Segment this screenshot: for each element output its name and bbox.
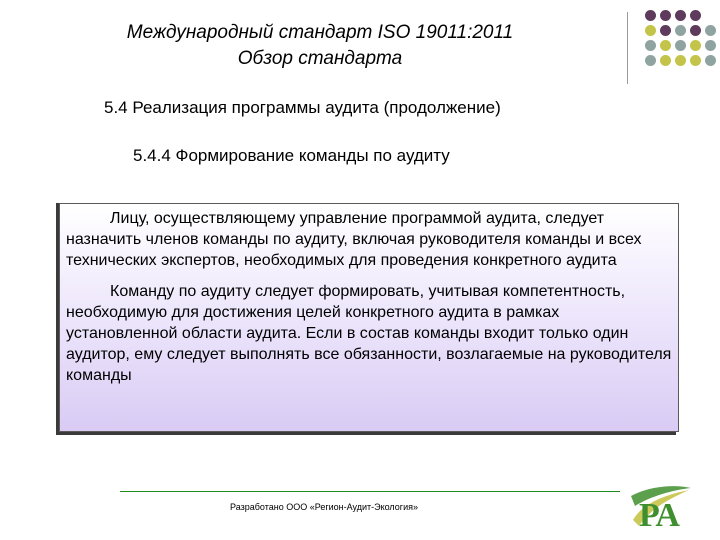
dot [690,25,701,36]
dot [645,25,656,36]
header-divider [627,12,628,84]
title-line-1: Международный стандарт ISO 19011:2011 [126,22,514,43]
dot [645,40,656,51]
dot [675,40,686,51]
dot [675,55,686,66]
dot [690,40,701,51]
title-line-2: Обзор стандарта [237,48,403,69]
dot [705,40,716,51]
dot [660,10,671,21]
paragraph-team-formation: Команду по аудиту следует формировать, учитывая компетентность, необходимую для достижения целей конкретного аудита в рамках установленной области аудита. Если в состав команды входит только один аудитор, ему следует выполнять все обязанности, возлагаемые на руководителя команды [66,283,672,384]
dot [675,10,686,21]
footer-divider [120,491,620,492]
dot [675,25,686,36]
slide-title [0,20,640,72]
dot [660,40,671,51]
logo-graphic [629,482,693,534]
company-logo [629,482,693,539]
dot [645,10,656,21]
dot [660,55,671,66]
content-box [59,203,679,432]
footer-credit: Разработано ООО «Регион-Аудит-Экология» [230,502,418,512]
subsection-heading: 5.4.4 Формирование команды по аудиту [133,146,450,165]
logo-text: РА [639,497,680,534]
dot [705,25,716,36]
dot [690,10,701,21]
paragraph-team-appointment: Лицу, осуществляющему управление программой аудита, следует назначить членов команды по аудиту, включая руководителя команды и всех технических экспертов, необходимых для проведения конкретного аудита [66,210,642,269]
dot [645,55,656,66]
dot [705,55,716,66]
section-heading: 5.4 Реализация программы аудита (продолжение) [104,98,501,117]
dot [660,25,671,36]
dot [690,55,701,66]
